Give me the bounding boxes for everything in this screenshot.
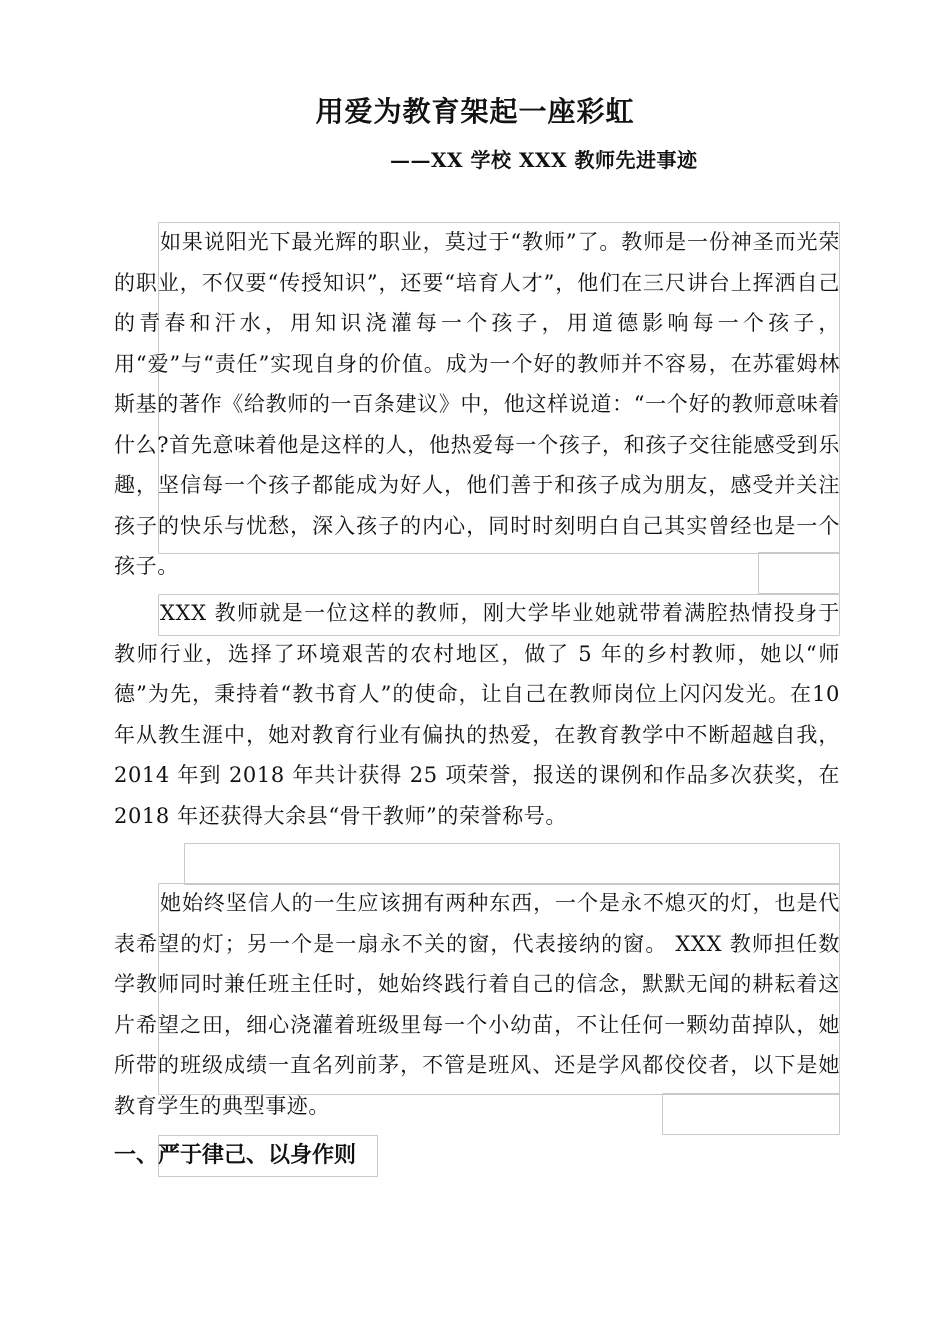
paragraph-1: 如果说阳光下最光辉的职业，莫过于“教师”了。教师是一份神圣而光荣的职业，不仅要“传授知识”，还要“培育人才”，他们在三尺讲台上挥洒自己的青春和汗水，用知识浇灌每一个孩子，用道德影响每一个孩子，用“爱”与“责任”实现自身的价值。成为一个好的教师并不容易，在苏霍姆林斯基的著作《给教师的一百条建议》中，他这样说道：“一个好的教师意味着什么?首先意味着他是这样的人，他热爱每一个孩子，和孩子交往能感受到乐趣，坚信每一个孩子都能成为好人，他们善于和孩子成为朋友，感受并关注孩子的快乐与忧愁，深入孩子的内心，同时时刻明白自己其实曾经也是一个孩子。 — [114, 230, 840, 578]
paragraph-3: 她始终坚信人的一生应该拥有两种东西，一个是永不熄灭的灯，也是代表希望的灯；另一个是一扇永不关的窗，代表接纳的窗。 XXX 教师担任数学教师同时兼任班主任时，她始终践行着自己的信念，默默无闻的耕耘着这片希望之田，细心浇灌着班级里每一个小幼苗，不让任何一颗幼苗掉队，她所带的班级成绩一直名列前茅，不管是班风、还是学风都佼佼者，以下是她教育学生的典型事迹。 — [114, 891, 840, 1118]
document-subtitle: ——XX 学校 XXX 教师先进事迹 — [390, 148, 698, 172]
paragraph-2: XXX 教师就是一位这样的教师，刚大学毕业她就带着满腔热情投身于教师行业，选择了环境艰苦的农村地区，做了 5 年的乡村教师，她以“师德”为先，秉持着“教书育人”的使命，让自己在教师岗位上闪闪发光。在10 年从教生涯中，她对教育行业有偏执的热爱，在教育教学中不断超越自我，2014 年到 2018 年共计获得 25 项荣誉，报送的课例和作品多次获奖，在 2018 年还获得大余县“骨干教师”的荣誉称号。 — [114, 601, 840, 828]
text-frame — [184, 843, 840, 885]
section-heading: 一、严于律己、以身作则 — [114, 1142, 357, 1168]
document-title: 用爱为教育架起一座彩虹 — [315, 95, 635, 128]
